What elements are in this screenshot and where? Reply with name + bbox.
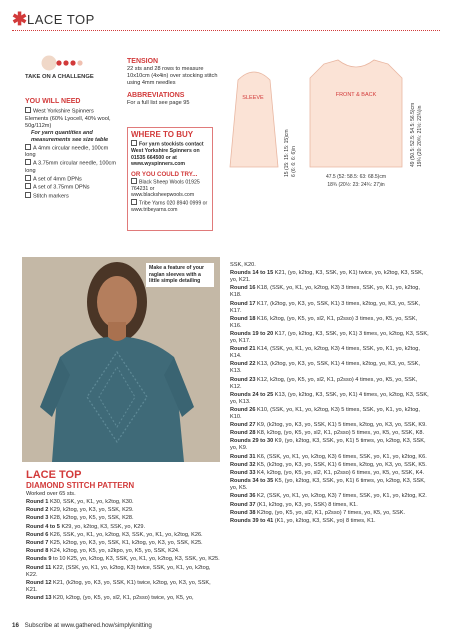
- round-instructions: K28, k2tog, yo, K5, yo, SSK, K28.: [49, 515, 134, 522]
- round-label: Round 12: [26, 579, 52, 586]
- pattern-round: [230, 470, 430, 477]
- round-label: Rounds 9: [26, 556, 52, 563]
- tension-section: [127, 58, 219, 107]
- body-label: FRONT & BACK: [335, 92, 377, 98]
- pattern-round: [26, 540, 222, 547]
- round-instructions: K21, (yo, k2tog, K3, SSK, yo, K1) twice, yo, k2tog, K3, SSK, yo, K21.: [230, 270, 424, 284]
- round-instructions: K13, (k2tog, yo, K3, yo, SSK, K1) 4 times, k2tog, yo, K3, yo, SSK, K13.: [230, 361, 420, 375]
- round-label: Round 32: [230, 461, 256, 468]
- round-instructions: SSK, K20.: [230, 262, 256, 268]
- pattern-round: [26, 515, 222, 522]
- round-label: Round 3: [26, 515, 49, 522]
- pattern-round: [26, 524, 222, 531]
- difficulty-pip: [56, 60, 61, 65]
- round-label: Round 18: [230, 315, 256, 322]
- round-label: Round 17: [230, 300, 256, 307]
- round-label: Round 16: [230, 285, 256, 292]
- need-item: A set of 3.75mm DPNs: [25, 183, 117, 192]
- pattern-round: [230, 346, 430, 360]
- round-label: Round 2: [26, 507, 49, 514]
- challenge-badge: [25, 55, 105, 85]
- checkbox-icon: [25, 192, 31, 198]
- round-instructions: (K1, yo, k2tog, K3, SSK, yo) 8 times, K1.: [274, 517, 376, 524]
- pattern-round: [230, 270, 430, 284]
- photo-caption: Make a feature of your raglan sleeves with a little simple detailing: [146, 263, 214, 287]
- pattern-round: [230, 462, 430, 469]
- garment-schematic: [226, 52, 441, 200]
- pattern-round: [26, 595, 222, 602]
- pattern-round: [230, 392, 430, 406]
- round-label: Round 26: [230, 406, 256, 413]
- round-instructions: K21, (k2tog, yo, K3, yo, SSK, K1) twice, k2tog, yo, K3, yo, SSK, K21.: [26, 579, 211, 593]
- round-label: Rounds 34 to 35: [230, 478, 274, 485]
- round-instructions: K18, (SSK, yo, K1, yo, k2tog, K3) 3 times, SSK, yo, K1, yo, k2tog, K18.: [230, 285, 420, 299]
- checkbox-icon: [131, 140, 137, 146]
- tension-heading: TENSION: [127, 58, 159, 65]
- round-label: Round 23: [230, 376, 256, 383]
- pattern-round: [230, 285, 430, 299]
- rounds-list: [230, 262, 430, 525]
- pattern-round: [230, 430, 430, 437]
- pattern-title: LACE TOP: [26, 469, 82, 481]
- rounds-list: [26, 499, 222, 602]
- pattern-round: [230, 518, 430, 525]
- checkbox-icon: [25, 175, 31, 181]
- checkbox-icon: [25, 159, 31, 165]
- need-item: A 3.75mm circular needle, 100cm long: [25, 160, 117, 174]
- page-number: 16: [12, 622, 19, 629]
- round-label: Rounds 39 to 41: [230, 517, 274, 524]
- abbreviations-text: For a full list see page 95: [127, 100, 190, 106]
- round-label: Round 6: [26, 531, 49, 538]
- round-instructions: K2, (SSK, yo, K1, yo, k2tog, K3) 7 times, SSK, yo, K1, yo, k2tog, K2.: [257, 493, 427, 500]
- round-instructions: to 10 K25, yo, k2tog, K3, SSK, yo, K1, yo, k2tog, K3, SSK, yo, K25.: [53, 556, 220, 563]
- round-label: Rounds 29 to 30: [230, 438, 274, 445]
- round-instructions: K20, k2tog, (yo, K5, yo, sl2, K1, p2sso) twice, yo, K5, yo,: [53, 594, 194, 601]
- round-label: Round 27: [230, 422, 256, 429]
- pattern-round: [230, 454, 430, 461]
- round-instructions: K9, (k2tog, yo, K3, yo, SSK, K1) 5 times, k2tog, yo, K3, yo, SSK, K9.: [257, 422, 427, 429]
- round-label: Round 8: [26, 548, 49, 555]
- pattern-round: [26, 532, 222, 539]
- round-instructions: K24, k2tog, yo, K5, yo, s2kpo, yo, K5, yo, SSK, K24.: [49, 548, 180, 555]
- sleeve-dim-b: 6 (6: 6: 6: 6)in: [291, 146, 297, 177]
- round-label: Round 33: [230, 470, 256, 476]
- pattern-round: [230, 493, 430, 500]
- pattern-round: [26, 548, 222, 555]
- round-instructions: K26, SSK, yo, K1, yo, k2tog, K3, SSK, yo, K1, yo, k2tog, K26.: [49, 531, 203, 538]
- difficulty-meter-icon: [41, 55, 85, 71]
- checkbox-icon: [25, 183, 31, 189]
- header-rule: [12, 30, 440, 31]
- pattern-round: [230, 301, 430, 315]
- body-outline: [310, 60, 402, 167]
- round-instructions: K16, k2tog, (yo, K5, yo, sl2, K1, p2sso) 3 times, yo, K5, yo, SSK, K16.: [230, 315, 418, 329]
- round-instructions: K29, yo, k2tog, K3, SSK, yo, K29.: [61, 523, 146, 530]
- round-instructions: K17, (yo, k2tog, K3, SSK, yo, K1) 3 times, yo, k2tog, K3, SSK, yo, K17.: [230, 330, 429, 344]
- need-item: West Yorkshire Spinners Elements (60% Lyocell, 40% wool, 50g/112m): [25, 108, 111, 129]
- round-label: Round 36: [230, 493, 256, 500]
- need-item: Stitch markers: [25, 192, 117, 201]
- round-instructions: K13, (yo, k2tog, K3, SSK, yo, K1) 4 times, yo, k2tog, K3, SSK, yo, K13.: [230, 391, 429, 405]
- body-height-b: 19¼ (20: 20¾: 21½: 22¼)in: [417, 105, 423, 167]
- pattern-right-column: [230, 262, 430, 526]
- where-to-buy-box: [127, 127, 213, 231]
- try-heading: OR YOU COULD TRY...: [131, 170, 198, 178]
- pattern-subtitle: DIAMOND STITCH PATTERN: [26, 481, 135, 490]
- store-item: Tribe Yarns 020 8940 0999 or www.tribeyarns.com: [131, 200, 208, 213]
- pattern-round: [26, 580, 222, 594]
- checkbox-icon: [131, 178, 137, 184]
- round-instructions: K30, SSK, yo, K1, yo, k2tog, K30.: [49, 499, 134, 505]
- pattern-intro: Worked over 65 sts.: [26, 491, 76, 497]
- sleeve-label: SLEEVE: [242, 95, 264, 101]
- store-item: Black Sheep Wools 01925 764231 or www.blacksheepwools.com: [131, 179, 200, 198]
- sleeve-outline: [230, 72, 278, 167]
- round-instructions: K25, k2tog, yo, K3, yo, SSK, K1, k2tog, yo, K3, yo, SSK, K25.: [49, 539, 203, 546]
- pattern-round: [230, 262, 430, 269]
- stockist-intro: For yarn stockists contact West Yorkshire Spinners on 01535 664500 or at www.wyspinners.com: [131, 141, 204, 167]
- pattern-round: [230, 407, 430, 421]
- round-label: Rounds 24 to 25: [230, 391, 274, 398]
- need-item: A 4mm circular needle, 100cm long: [25, 145, 109, 158]
- pattern-round: [230, 361, 430, 375]
- body-width-a: 47.5 (52: 58.5: 63: 68.5)cm: [325, 174, 387, 180]
- pattern-round: [230, 510, 430, 517]
- pattern-round: [230, 438, 430, 452]
- model-illustration: [22, 257, 220, 462]
- difficulty-pip: [77, 60, 82, 65]
- where-to-buy-heading: WHERE TO BUY: [131, 130, 194, 139]
- round-label: Round 21: [230, 346, 256, 353]
- need-note: For yarn quantities and measurements see size table: [31, 129, 109, 143]
- you-will-need-heading: YOU WILL NEED: [25, 98, 81, 105]
- body-height-a: 49 (50.5: 52.5: 54.5: 56.5)cm: [410, 102, 416, 167]
- you-will-need-section: [25, 98, 117, 200]
- round-label: Rounds 14 to 15: [230, 270, 274, 277]
- round-instructions: K6, (SSK, yo, K1, yo, k2tog, K3) 6 times, SSK, yo, K1, yo, k2tog, K6.: [257, 453, 427, 460]
- checkbox-icon: [25, 144, 31, 150]
- challenge-label: TAKE ON A CHALLENGE: [25, 74, 94, 80]
- pattern-round: [230, 377, 430, 391]
- asterisk-icon: ✱: [12, 9, 28, 29]
- round-label: Round 38: [230, 509, 256, 516]
- round-label: Round 13: [26, 594, 52, 601]
- round-label: Round 7: [26, 539, 49, 546]
- round-instructions: (K1, k2tog, yo, K3, yo, SSK) 8 times, K1.: [257, 501, 358, 508]
- difficulty-pip: [70, 60, 75, 65]
- round-label: Rounds 19 to 20: [230, 330, 274, 337]
- abbreviations-heading: ABBREVIATIONS: [127, 92, 185, 99]
- need-item: A set of 4mm DPNs: [25, 175, 117, 184]
- round-instructions: K22, (SSK, yo, K1, yo, k2tog, K3) twice, SSK, yo, K1, yo, k2tog, K22.: [26, 564, 211, 578]
- page-header: [12, 10, 442, 32]
- round-instructions: K10, (SSK, yo, K1, yo, k2tog, K3) 5 times, SSK, yo, K1, yo, k2tog, K10.: [230, 406, 420, 420]
- checkbox-icon: [131, 199, 137, 205]
- round-label: Round 37: [230, 501, 256, 508]
- round-label: Round 22: [230, 361, 256, 368]
- sleeve-dim-a: 15 (15: 15: 15: 15)cm: [284, 129, 290, 177]
- round-instructions: K14, (SSK, yo, K1, yo, k2tog, K3) 4 times, SSK, yo, K1, yo, k2tog, K14.: [230, 346, 420, 360]
- pattern-round: [26, 565, 222, 579]
- round-instructions: K5, (yo, k2tog, K3, SSK, yo, K1) 6 times, yo, k2tog, K3, SSK, yo, K5.: [230, 478, 426, 492]
- round-label: Round 28: [230, 430, 256, 437]
- pattern-round: [230, 422, 430, 429]
- difficulty-pip: [63, 60, 68, 65]
- page-title: LACE TOP: [27, 12, 95, 27]
- round-instructions: K2tog, (yo, K5, yo, sl2, K1, p2sso) 7 times, yo, K5, yo, SSK.: [257, 509, 406, 516]
- round-instructions: K8, k2tog, (yo, K5, yo, sl2, K1, p2sso) 5 times, yo, K5, yo, SSK, K8.: [257, 430, 425, 437]
- checkbox-icon: [25, 107, 31, 113]
- pattern-round: [26, 507, 222, 514]
- round-label: Round 4 to 5: [26, 523, 60, 530]
- tension-text: 22 sts and 28 rows to measure 10x10cm (4x4in) over stocking stitch using 4mm needles: [127, 66, 218, 86]
- round-label: Round 31: [230, 453, 256, 460]
- round-instructions: K12, k2tog, (yo, K5, yo, sl2, K1, p2sso) 4 times, yo, K5, yo, SSK, K12.: [230, 376, 418, 390]
- pattern-round: [230, 316, 430, 330]
- pattern-round: [26, 556, 222, 563]
- body-width-b: 18¾ (20½: 23: 24¾: 27)in: [327, 182, 385, 188]
- pattern-left-column: [26, 470, 222, 603]
- pattern-round: [230, 502, 430, 509]
- round-instructions: K29, k2tog, yo, K3, yo, SSK, K29.: [49, 507, 134, 514]
- round-instructions: K9, (yo, k2tog, K3, SSK, yo, K1) 5 times, yo, k2tog, K3, SSK, yo, K9.: [230, 438, 426, 452]
- round-instructions: K17, (k2tog, yo, K3, yo, SSK, K1) 3 times, k2tog, yo, K3, yo, SSK, K17.: [230, 300, 420, 314]
- round-instructions: K4, k2tog, (yo, K5, yo, sl2, K1, p2sso) 6 times, yo, K5, yo, SSK, K4.: [257, 470, 425, 476]
- round-label: Round 11: [26, 564, 52, 571]
- footer: [12, 622, 442, 634]
- round-label: Round 1: [26, 499, 49, 505]
- model-photo: [22, 257, 220, 462]
- pattern-round: [26, 499, 222, 506]
- pattern-round: [230, 478, 430, 492]
- round-instructions: K5, (k2tog, yo, K3, yo, SSK, K1) 6 times, k2tog, yo, K3, yo, SSK, K5.: [257, 461, 427, 468]
- pattern-round: [230, 331, 430, 345]
- subscribe-link[interactable]: Subscribe at www.gathered.how/simplyknitting: [24, 622, 152, 629]
